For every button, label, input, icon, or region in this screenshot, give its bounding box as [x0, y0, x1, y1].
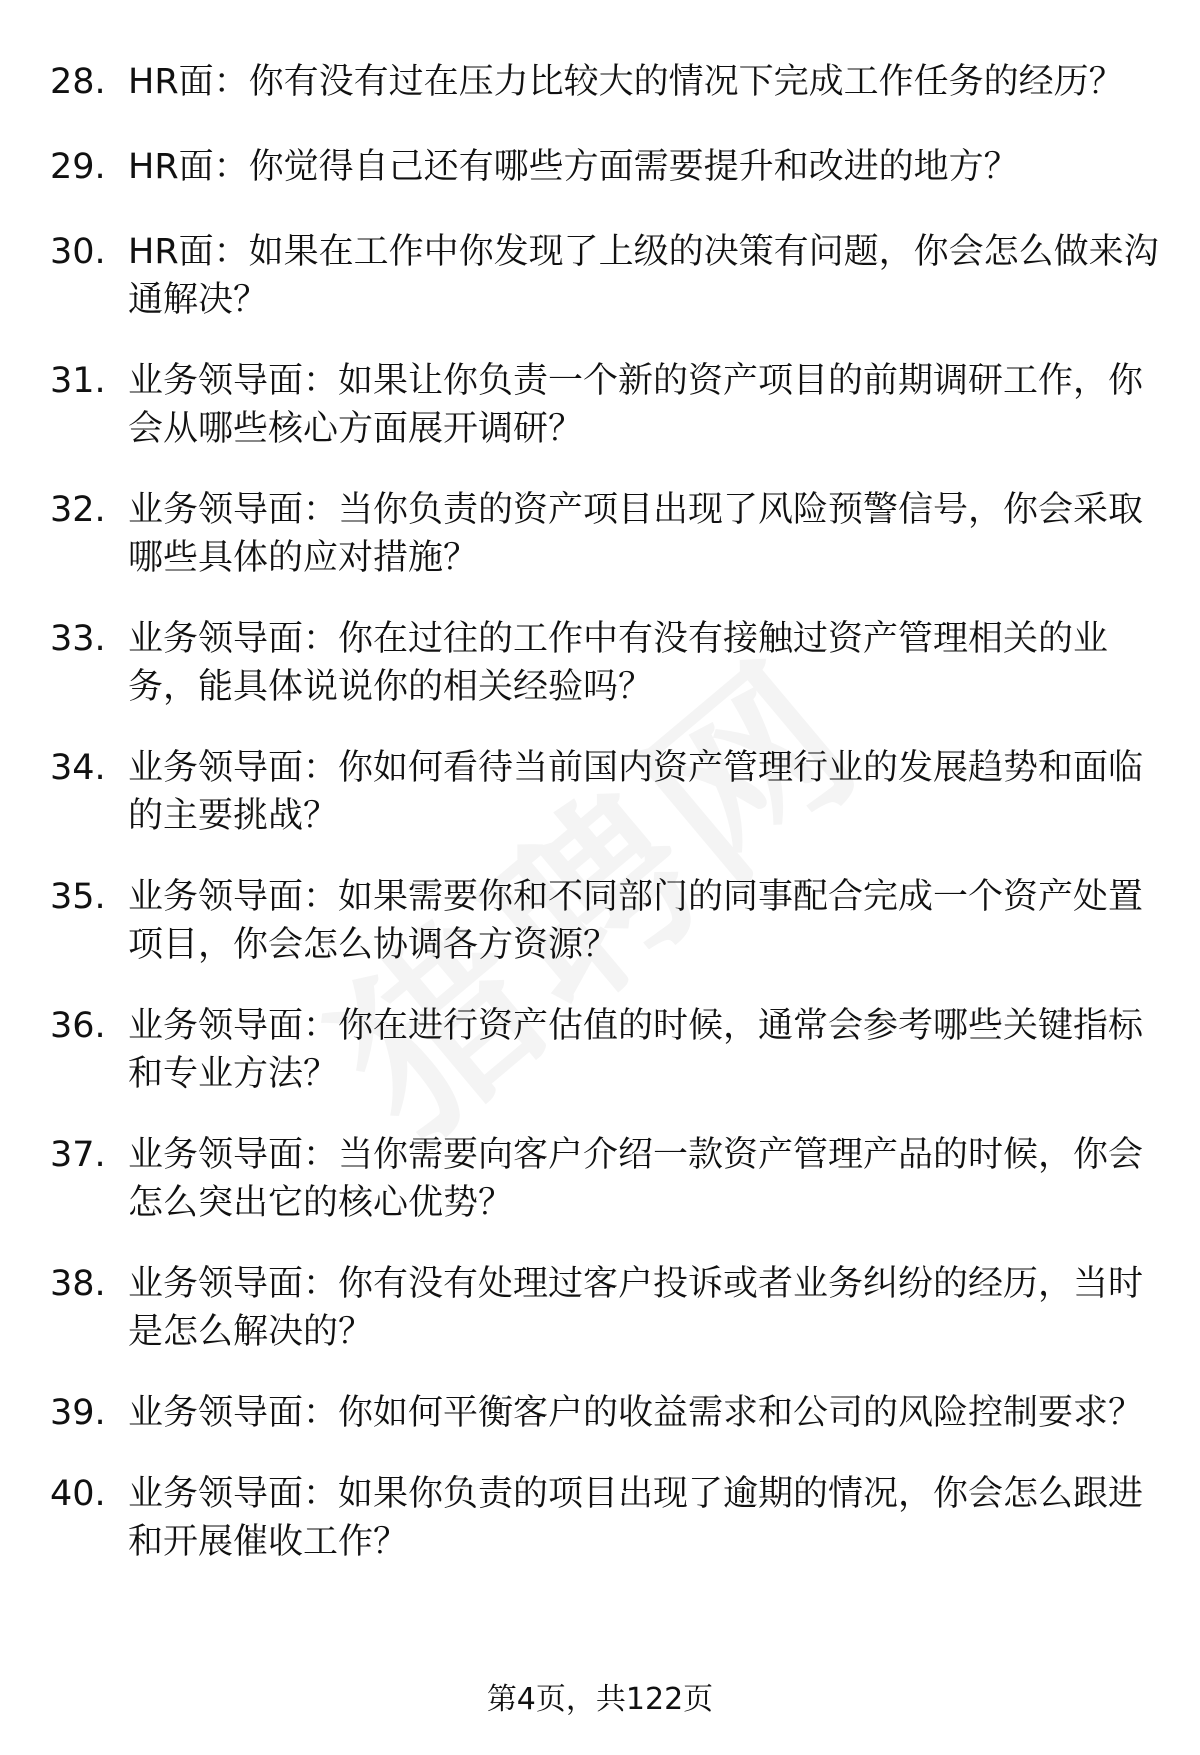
- question-text: HR面：如果在工作中你发现了上级的决策有问题，你会怎么做来沟通解决？: [128, 232, 1159, 320]
- question-number: 34.: [50, 748, 106, 788]
- question-text: 业务领导面：如果需要你和不同部门的同事配合完成一个资产处置项目，你会怎么协调各方资源？: [128, 877, 1144, 965]
- question-text: HR面：你觉得自己还有哪些方面需要提升和改进的地方？: [128, 147, 1019, 187]
- question-text: 业务领导面：你如何平衡客户的收益需求和公司的风险控制要求？: [128, 1393, 1144, 1433]
- question-text: 业务领导面：如果你负责的项目出现了逾期的情况，你会怎么跟进和开展催收工作？: [128, 1474, 1144, 1562]
- question-list: [50, 58, 1160, 1599]
- question-text: 业务领导面：你有没有处理过客户投诉或者业务纠纷的经历，当时是怎么解决的？: [128, 1264, 1144, 1352]
- list-item: [50, 615, 1160, 711]
- question-number: 31.: [50, 361, 106, 401]
- question-number: 29.: [50, 147, 106, 187]
- question-text: 业务领导面：当你需要向客户介绍一款资产管理产品的时候，你会怎么突出它的核心优势？: [128, 1135, 1144, 1223]
- question-text: 业务领导面：你如何看待当前国内资产管理行业的发展趋势和面临的主要挑战？: [128, 748, 1144, 836]
- list-item: [50, 1389, 1160, 1437]
- page-footer: 第4页，共122页: [486, 1682, 714, 1717]
- question-text: 业务领导面：当你负责的资产项目出现了风险预警信号，你会采取哪些具体的应对措施？: [128, 490, 1144, 578]
- question-text: HR面：你有没有过在压力比较大的情况下完成工作任务的经历？: [128, 62, 1124, 102]
- question-number: 30.: [50, 232, 106, 272]
- list-item: [50, 1260, 1160, 1356]
- list-item: [50, 357, 1160, 453]
- question-number: 36.: [50, 1006, 106, 1046]
- list-item: [50, 1470, 1160, 1566]
- question-number: 39.: [50, 1393, 106, 1433]
- question-text: 业务领导面：你在过往的工作中有没有接触过资产管理相关的业务，能具体说说你的相关经验吗？: [128, 619, 1109, 707]
- question-number: 28.: [50, 62, 106, 102]
- question-number: 32.: [50, 490, 106, 530]
- question-text: 业务领导面：你在进行资产估值的时候，通常会参考哪些关键指标和专业方法？: [128, 1006, 1144, 1094]
- list-item: [50, 1131, 1160, 1227]
- question-text: 业务领导面：如果让你负责一个新的资产项目的前期调研工作，你会从哪些核心方面展开调研？: [128, 361, 1144, 449]
- list-item: [50, 1002, 1160, 1098]
- question-number: 38.: [50, 1264, 106, 1304]
- list-item: [50, 228, 1160, 324]
- list-item: [50, 744, 1160, 840]
- list-item: [50, 143, 1160, 191]
- list-item: [50, 873, 1160, 969]
- question-number: 37.: [50, 1135, 106, 1175]
- question-number: 35.: [50, 877, 106, 917]
- question-number: 40.: [50, 1474, 106, 1514]
- list-item: [50, 486, 1160, 582]
- question-number: 33.: [50, 619, 106, 659]
- list-item: [50, 58, 1160, 106]
